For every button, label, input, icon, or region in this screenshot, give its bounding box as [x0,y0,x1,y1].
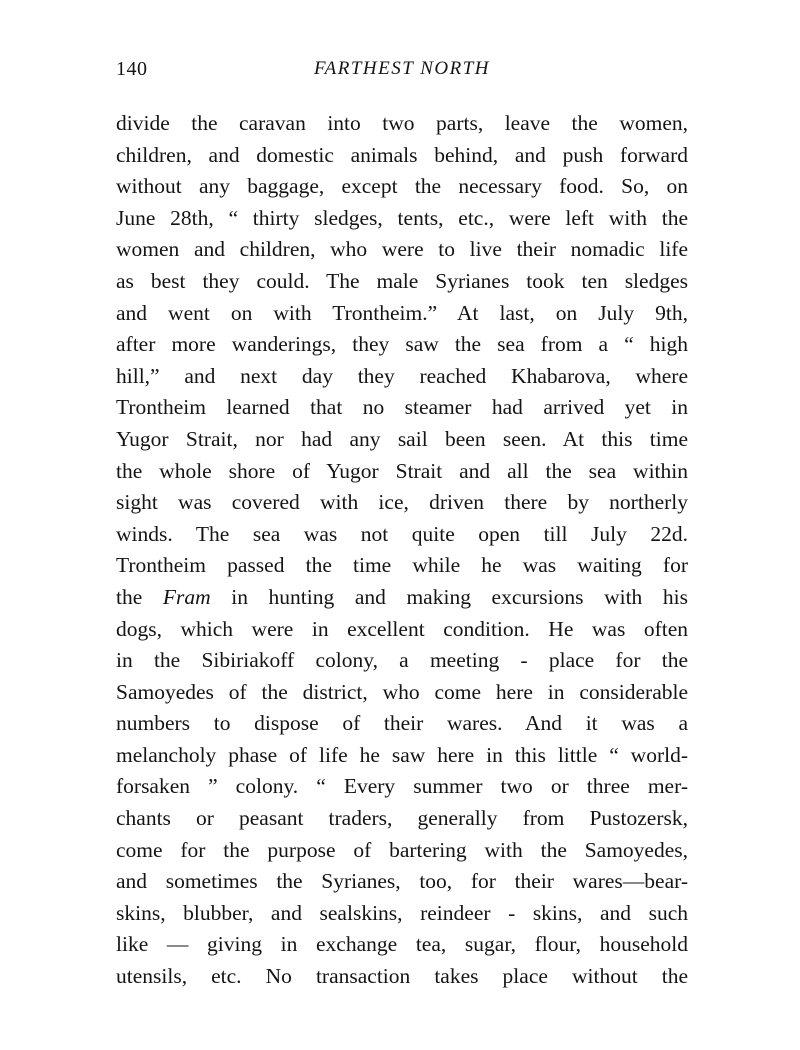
page-header [116,58,688,88]
text-line: Trontheim learned that no steamer had arrived yet in [116,395,688,420]
body-text [116,108,688,993]
text-line: melancholy phase of life he saw here in this little “ world- [116,742,688,767]
text-line: winds. The sea was not quite open till July 22d. [116,521,688,546]
text-line: forsaken ” colony. “ Every summer two or three mer- [116,774,688,799]
text-line: children, and domestic animals behind, and push forward [116,142,688,167]
text-line: utensils, etc. No transaction takes place without the [116,964,688,989]
text-line: after more wanderings, they saw the sea from a “ high [116,332,688,357]
text-line: and went on with Trontheim.” At last, on July 9th, [116,300,688,325]
text-line: sight was covered with ice, driven there by northerly [116,490,688,515]
text-line: divide the caravan into two parts, leave the women, [116,111,688,135]
text-line [116,582,688,614]
text-segment: in hunting and making excursions with his [210,584,688,609]
text-line: the whole shore of Yugor Strait and all the sea within [116,458,688,483]
text-line: and sometimes the Syrianes, too, for their wares—bear- [116,869,688,894]
text-line: Yugor Strait, nor had any sail been seen. At this time [116,426,688,451]
text-line: chants or peasant traders, generally from Pustozersk, [116,806,688,831]
text-line: come for the purpose of bartering with the Samoyedes, [116,837,688,862]
text-line: June 28th, “ thirty sledges, tents, etc., were left with the [116,205,688,230]
text-line: women and children, who were to live their nomadic life [116,237,688,262]
text-line: Trontheim passed the time while he was waiting for [116,553,688,578]
text-line: numbers to dispose of their wares. And it was a [116,711,688,736]
ship-name-fram: Fram [162,584,211,609]
text-line: like — giving in exchange tea, sugar, flour, household [116,932,688,957]
text-line: without any baggage, except the necessary food. So, on [116,174,688,199]
text-line: in the Sibiriakoff colony, a meeting - place for the [116,648,688,673]
text-line: Samoyedes of the district, who come here in considerable [116,679,688,704]
running-title: FARTHEST NORTH [313,58,491,79]
text-segment: the [116,584,163,609]
text-line: hill,” and next day they reached Khabarova, where [116,363,688,388]
text-line: as best they could. The male Syrianes took ten sledges [116,268,688,293]
page-number: 140 [116,58,148,80]
text-line: dogs, which were in excellent condition. He was often [116,616,688,641]
text-line: skins, blubber, and sealskins, reindeer - skins, and such [116,900,688,925]
